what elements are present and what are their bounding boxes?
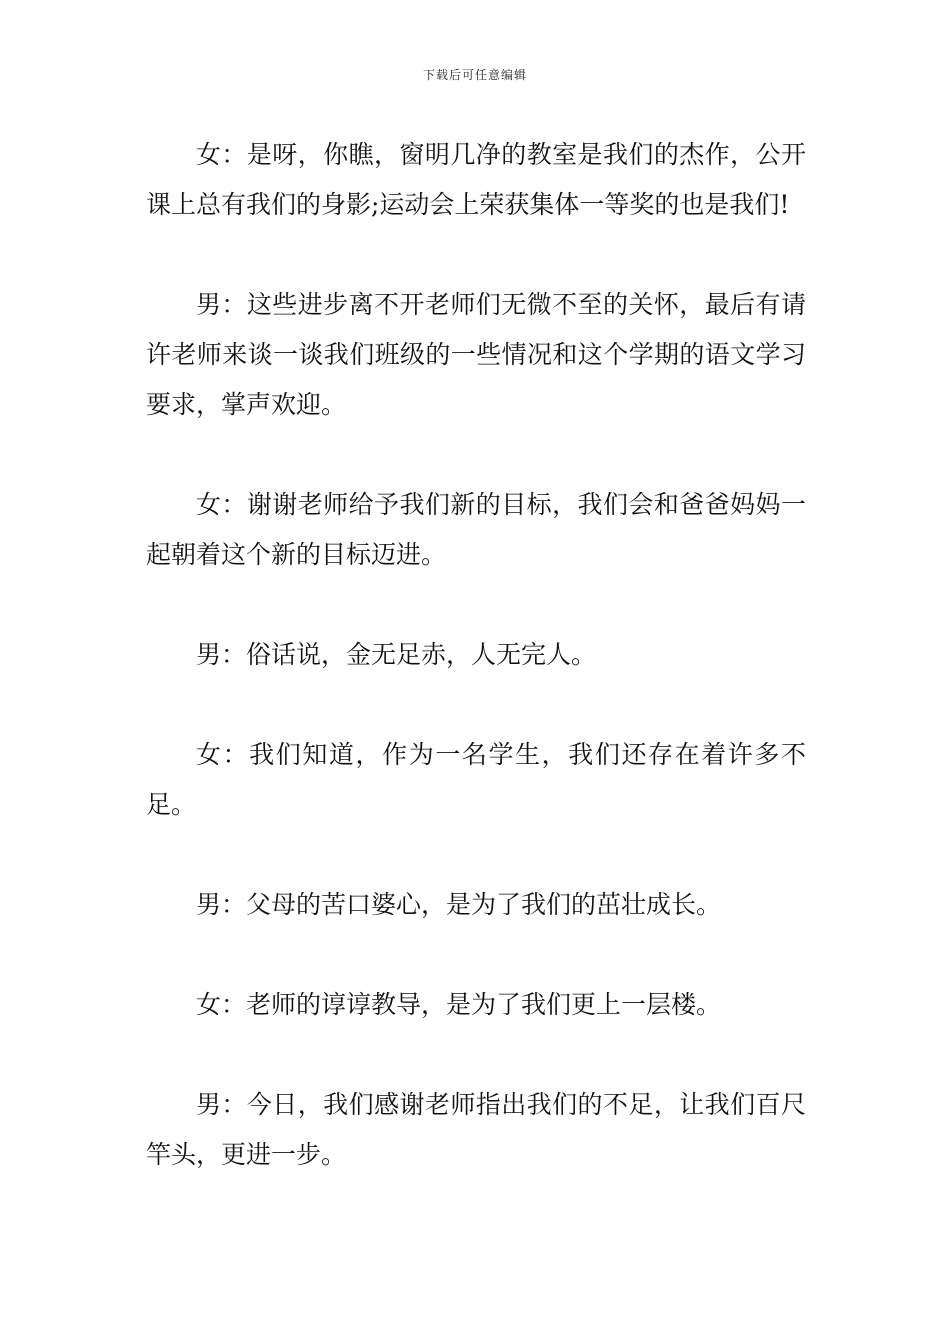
paragraph-gap xyxy=(146,1030,806,1080)
paragraph-3: 女：谢谢老师给予我们新的目标，我们会和爸爸妈妈一起朝着这个新的目标迈进。 xyxy=(146,490,806,569)
paragraph-2: 男：这些进步离不开老师们无微不至的关怀，最后有请许老师来谈一谈我们班级的一些情况和这个学期的语文学习要求，掌声欢迎。 xyxy=(146,290,806,419)
paragraph-gap xyxy=(146,830,806,880)
paragraph-gap xyxy=(146,680,806,730)
page-header-note: 下载后可任意编辑 xyxy=(422,68,527,82)
paragraph-gap xyxy=(146,930,806,980)
paragraph-8: 男：今日，我们感谢老师指出我们的不足，让我们百尺竿头，更进一步。 xyxy=(146,1090,806,1169)
paragraph-6: 男：父母的苦口婆心，是为了我们的茁壮成长。 xyxy=(196,890,722,919)
paragraph-1: 女：是呀，你瞧，窗明几净的教室是我们的杰作，公开课上总有我们的身影;运动会上荣获集体一等奖的也是我们! xyxy=(146,140,806,219)
paragraph-7: 女：老师的谆谆教导，是为了我们更上一层楼。 xyxy=(196,990,722,1019)
paragraph-5: 女：我们知道，作为一名学生，我们还存在着许多不足。 xyxy=(146,740,806,819)
paragraph-gap xyxy=(146,230,806,280)
paragraph-gap xyxy=(146,580,806,630)
paragraph-gap xyxy=(146,430,806,480)
paragraph-4: 男：俗话说，金无足赤，人无完人。 xyxy=(196,640,597,669)
document-body xyxy=(146,130,806,1180)
